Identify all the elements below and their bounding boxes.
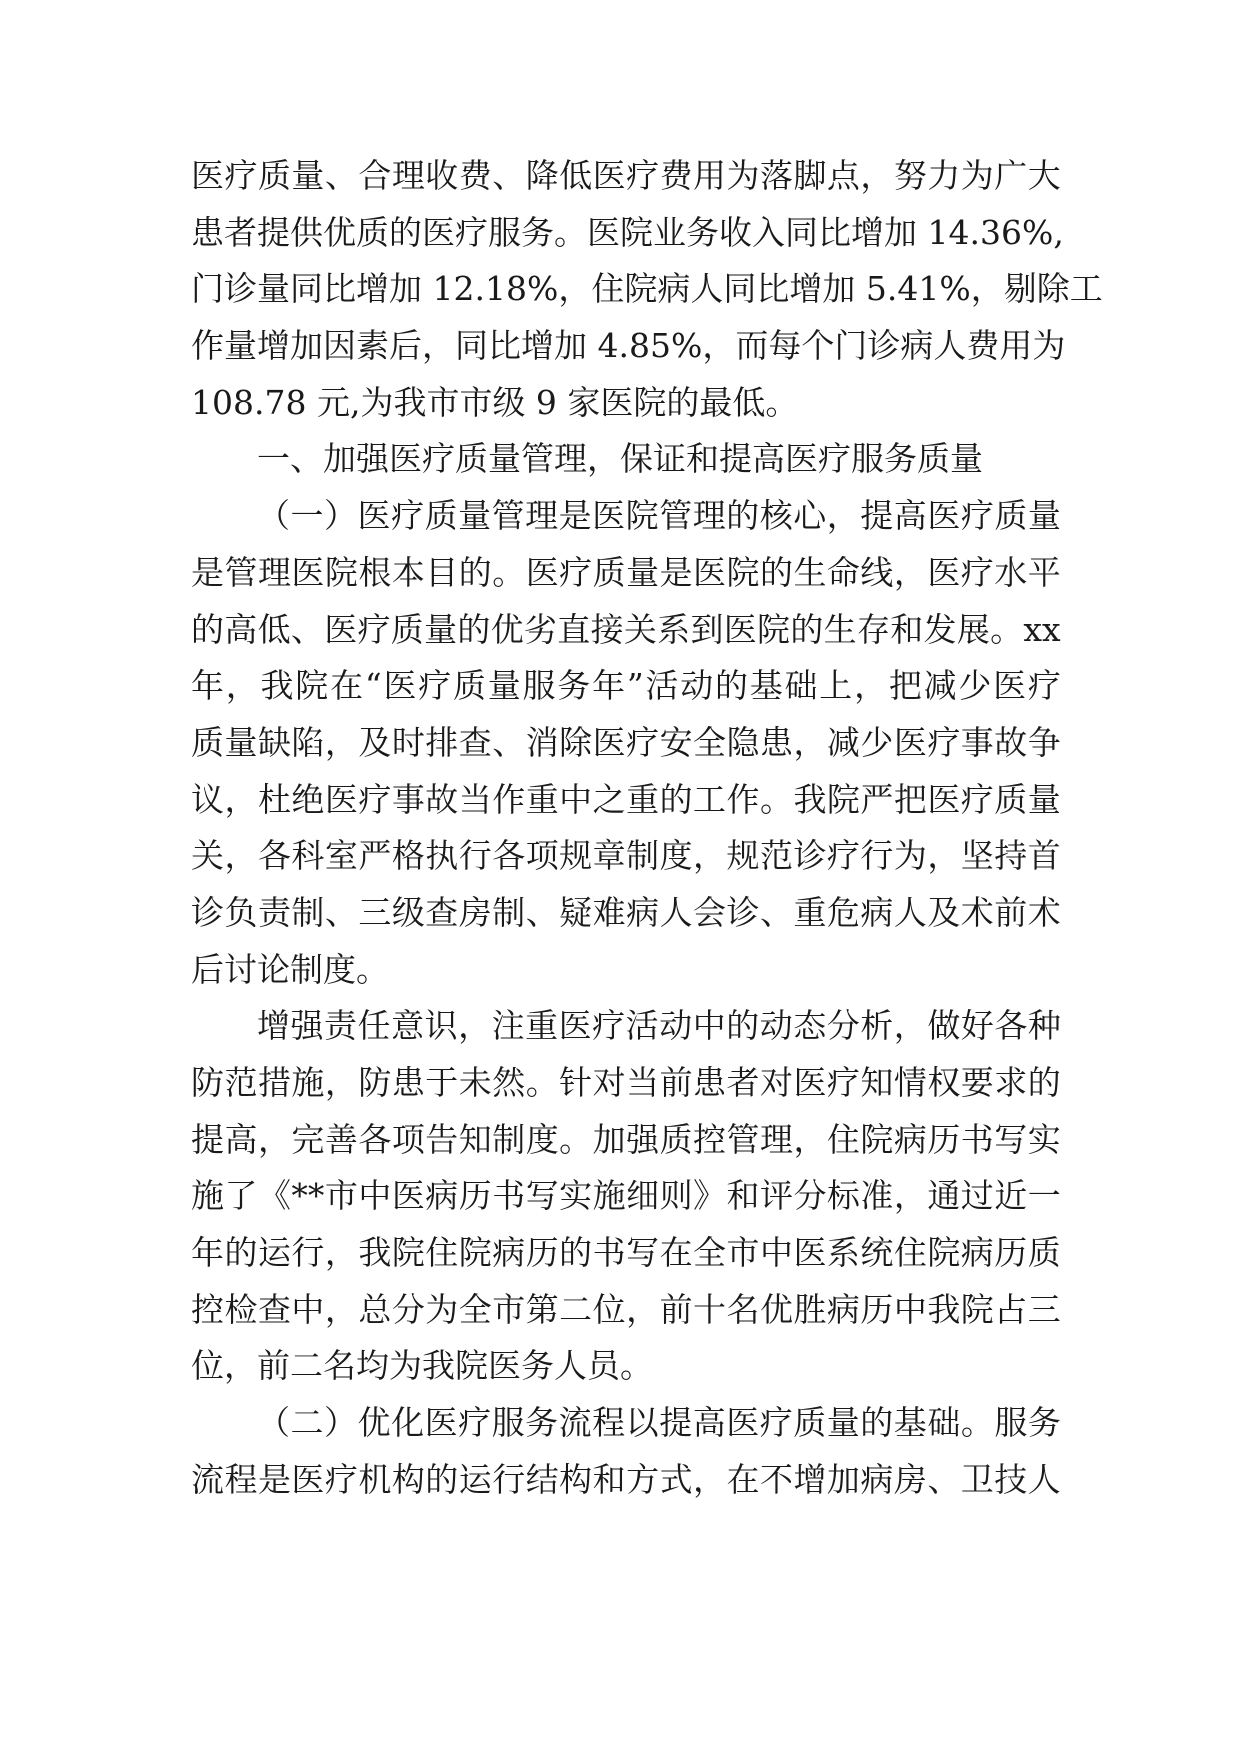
text-line: 议 ， 杜 绝 医 疗 事 故 当 作 重 中 之 重 的 工 作 。 我 院 严 把 医 疗 质 量 bbox=[191, 779, 1061, 819]
text-line: 108.78 元,为我市市级 9 家医院的最低。 bbox=[191, 382, 799, 422]
text-line: （ 二 ） 优 化 医 疗 服 务 流 程 以 提 高 医 疗 质 量 的 基 础 。 服 务 bbox=[257, 1403, 1061, 1443]
text-line: 患 者 提 供 优 质 的 医 疗 服 务 。 医 院 业 务 收 入 同 比 增 加 14.36%, bbox=[191, 212, 1064, 252]
text-line: 提 高 ， 完 善 各 项 告 知 制 度 。 加 强 质 控 管 理 ， 住 院 病 历 书 写 实 bbox=[191, 1119, 1061, 1159]
text-line: （ 一 ） 医 疗 质 量 管 理 是 医 院 管 理 的 核 心 ， 提 高 医 疗 质 量 bbox=[257, 496, 1061, 536]
text-line: 是 管 理 医 院 根 本 目 的 。 医 疗 质 量 是 医 院 的 生 命 线 ， 医 疗 水 平 bbox=[191, 552, 1061, 592]
text-line: 质 量 缺 陷 ， 及 时 排 查 、 消 除 医 疗 安 全 隐 患 ， 减 少 医 疗 事 故 争 bbox=[191, 722, 1061, 762]
text-line: 作 量 增 加 因 素 后 ， 同 比 增 加 4.85% ， 而 每 个 门 诊 病 人 费 用 为 bbox=[191, 326, 1066, 366]
text-line: 一、加强医疗质量管理，保证和提高医疗服务质量 bbox=[257, 439, 983, 479]
text-line: 的 高 低 、 医 疗 质 量 的 优 劣 直 接 关 系 到 医 院 的 生 存 和 发 展 。 xx bbox=[191, 609, 1061, 649]
text-line: 施 了 《 ** 市 中 医 病 历 书 写 实 施 细 则 》 和 评 分 标 准 ， 通 过 近 一 bbox=[191, 1176, 1061, 1216]
text-line: 位，前二名均为我院医务人员。 bbox=[191, 1346, 653, 1386]
text-line: 诊 负 责 制 、 三 级 查 房 制 、 疑 难 病 人 会 诊 、 重 危 病 人 及 术 前 术 bbox=[191, 892, 1061, 932]
text-line: 增 强 责 任 意 识 ， 注 重 医 疗 活 动 中 的 动 态 分 析 ， 做 好 各 种 bbox=[257, 1006, 1061, 1046]
text-line: 医 疗 质 量 、 合 理 收 费 、 降 低 医 疗 费 用 为 落 脚 点 ， 努 力 为 广 大 bbox=[191, 156, 1061, 195]
text-line: 关 ， 各 科 室 严 格 执 行 各 项 规 章 制 度 ， 规 范 诊 疗 行 为 ， 坚 持 首 bbox=[191, 836, 1061, 876]
text-line: 控 检 查 中 ， 总 分 为 全 市 第 二 位 ， 前 十 名 优 胜 病 历 中 我 院 占 三 bbox=[191, 1289, 1061, 1329]
text-line: 后讨论制度。 bbox=[191, 949, 389, 989]
text-line: 年 的 运 行 ， 我 院 住 院 病 历 的 书 写 在 全 市 中 医 系 统 住 院 病 历 质 bbox=[191, 1233, 1061, 1273]
text-line: 年 ， 我 院 在 “ 医 疗 质 量 服 务 年 ” 活 动 的 基 础 上 ， 把 减 少 医 疗 bbox=[191, 666, 1061, 706]
text-line: 流 程 是 医 疗 机 构 的 运 行 结 构 和 方 式 ， 在 不 增 加 病 房 、 卫 技 人 bbox=[191, 1459, 1061, 1499]
text-line: 防 范 措 施 ， 防 患 于 未 然 。 针 对 当 前 患 者 对 医 疗 知 情 权 要 求 的 bbox=[191, 1063, 1061, 1102]
body-text bbox=[191, 148, 1103, 1509]
text-line: 门 诊 量 同 比 增 加 12.18% ， 住 院 病 人 同 比 增 加 5.41% ， 剔 除 工 bbox=[191, 269, 1103, 309]
